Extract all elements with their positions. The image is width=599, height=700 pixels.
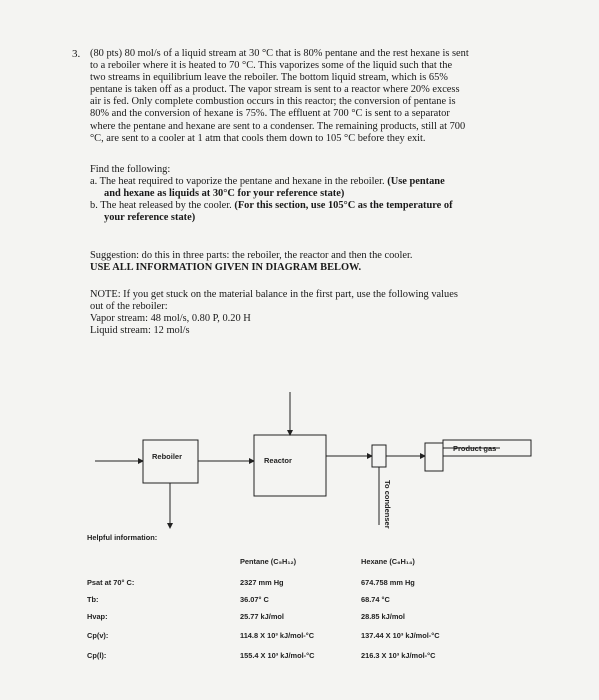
cpv-hexane: 137.44 X 10³ kJ/mol-°C (361, 631, 440, 640)
find-a-bold-cont: and hexane as liquids at 30°C for your reference state) (104, 188, 345, 200)
cpl-label: Cp(l): (87, 651, 107, 660)
statement-line: where the pentane and hexane are sent to a condenser. The remaining products, still at 700 (90, 120, 466, 132)
separator-box (372, 445, 386, 467)
tb-label: Tb: (87, 595, 99, 604)
statement-line: (80 pts) 80 mol/s of a liquid stream at 30 °C that is 80% pentane and the rest hexane is sent (90, 48, 469, 59)
find-b-bold: (For this section, use 105°C as the temperature of (234, 200, 453, 212)
statement-line: pentane is taken off as a product. The vapor stream is sent to a reactor where 20% excess (90, 84, 460, 96)
statement-line: air is fed. Only complete combustion occurs in this reactor; the conversion of pentane is (90, 96, 456, 108)
reboiler-label: Reboiler (152, 452, 183, 461)
find-a-text: a. The heat required to vaporize the pentane and hexane in the reboiler. (90, 176, 388, 188)
psat-label: Psat at 70° C: (87, 578, 135, 587)
reactor-box (254, 435, 326, 496)
hexane-header: Hexane (C₆H₁₄) (361, 557, 415, 566)
hvap-label: Hvap: (87, 612, 108, 621)
cpl-hexane: 216.3 X 10³ kJ/mol-°C (361, 651, 436, 660)
statement-line: 80% and the conversion of hexane is 75%. The effluent at 700 °C is sent to a separator (90, 108, 450, 120)
statement-line: to a reboiler where it is heated to 70 °C. This vaporizes some of the liquid such that the (90, 60, 453, 72)
condenser-label: To condenser (383, 480, 392, 529)
cpv-label: Cp(v): (87, 631, 109, 640)
tb-pentane: 36.07° C (240, 595, 269, 604)
tb-hexane: 68.74 °C (361, 595, 390, 604)
hvap-pentane: 25.77 kJ/mol (240, 612, 284, 621)
psat-hexane: 674.758 mm Hg (361, 578, 415, 587)
problem-number: 3. (72, 48, 81, 60)
cooler-box (425, 443, 443, 471)
suggestion-text: Suggestion: do this in three parts: the reboiler, the reactor and then the cooler. (90, 250, 413, 261)
find-title: Find the following: (90, 164, 171, 175)
note-line: out of the reboiler: (90, 301, 168, 313)
note-line: Vapor stream: 48 mol/s, 0.80 P, 0.20 H (90, 313, 251, 325)
note-line: Liquid stream: 12 mol/s (90, 325, 190, 337)
statement-line: two streams in equilibrium leave the reboiler. The bottom liquid stream, which is 65% (90, 72, 448, 84)
use-all-bold: USE ALL INFORMATION GIVEN IN DIAGRAM BELOW. (90, 262, 362, 274)
reboiler-box (143, 440, 198, 483)
statement-line: °C, are sent to a cooler at 1 atm that cools them down to 105 °C before they exit. (90, 132, 426, 144)
reactor-label: Reactor (264, 456, 292, 465)
product-gas-label: Product gas (453, 444, 497, 453)
pentane-header: Pentane (C₅H₁₂) (240, 557, 297, 566)
psat-pentane: 2327 mm Hg (240, 578, 284, 587)
note-line: NOTE: If you get stuck on the material balance in the first part, use the following values (90, 289, 458, 300)
cpl-pentane: 155.4 X 10³ kJ/mol-°C (240, 651, 315, 660)
hvap-hexane: 28.85 kJ/mol (361, 612, 405, 621)
find-b-text: b. The heat released by the cooler. (90, 200, 235, 212)
cpv-pentane: 114.8 X 10³ kJ/mol-°C (240, 631, 315, 640)
find-a-bold: (Use pentane (387, 176, 445, 188)
helpful-title: Helpful information: (87, 533, 158, 542)
find-b-bold-cont: your reference state) (104, 212, 196, 224)
